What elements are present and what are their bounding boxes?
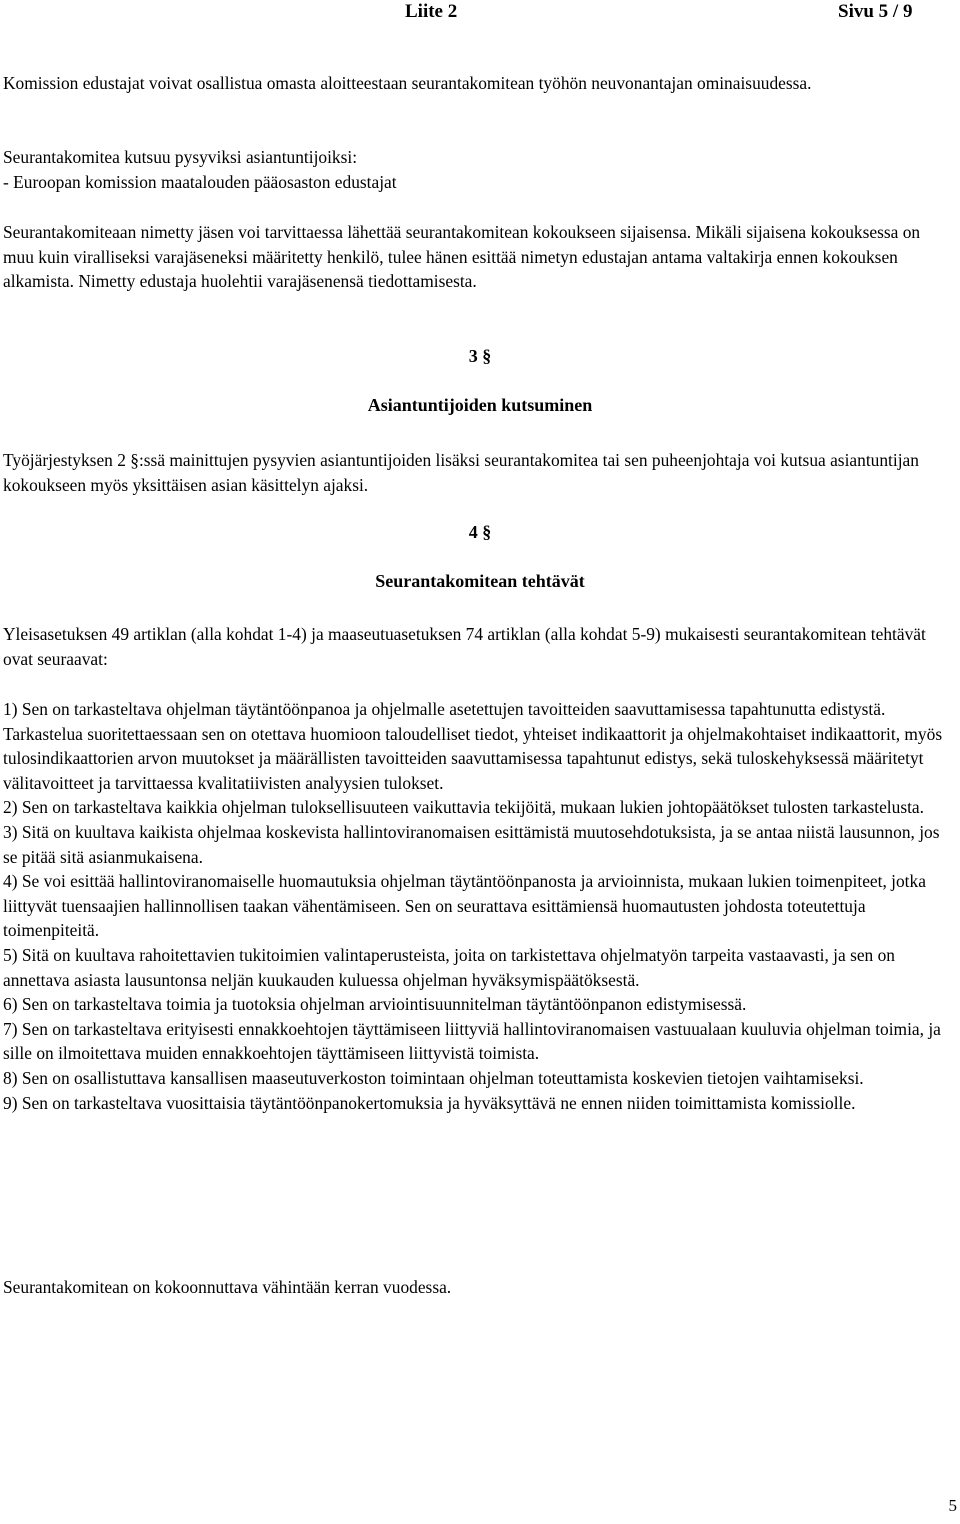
intro-paragraph-3 (3, 220, 953, 294)
paragraph-text: Komission edustajat voivat osallistua omasta aloitteestaan seurantakomitean työhön neuvonantajan ominaisuudessa. (3, 73, 812, 93)
intro-paragraph-1 (3, 71, 953, 96)
appendix-label: Liite 2 (405, 1, 458, 22)
section-4-title: Seurantakomitean tehtävät (375, 571, 585, 591)
section-4-intro (3, 622, 953, 671)
section-4-list (3, 697, 953, 1115)
list-item: 3) Sitä on kuultava kaikista ohjelmaa koskevista hallintoviranomaisen esittämistä muutosehdotuksista, ja se antaa niistä lausunnon, jos se pitää sitä asianmukaisena. (3, 821, 940, 867)
list-item: 2) Sen on tarkasteltava kaikkia ohjelman tuloksellisuuteen vaikuttavia tekijöitä, mukaan lukien johtopäätökset tulosten tarkastelusta. (3, 797, 924, 818)
page-header (0, 0, 960, 30)
page-indicator: Sivu 5 / 9 (838, 1, 913, 22)
list-item: 9) Sen on tarkasteltava vuosittaisia täytäntöönpanokertomuksia ja hyväksyttävä ne ennen niiden toimittamista komissiolle. (3, 1092, 856, 1113)
paragraph-text: Seurantakomiteaan nimetty jäsen voi tarvittaessa lähettää seurantakomitean kokoukseen sijaisensa. Mikäli sijaisena kokouksessa on muu kuin viralliseksi varajäseneksi määritetty henkilö, tulee hänen esittää nimetyn edustajan antama valtakirja ennen kokouksen alkamista. Nimetty edustaja huolehtii varajäsenensä tiedottamisesta. (3, 222, 921, 292)
list-item: 7) Sen on tarkasteltava erityisesti ennakkoehtojen täyttämiseen liittyviä hallintoviranomaisen vastuualaan kuuluvia ohjelman toimia, ja sille on ilmoitettava muiden ennakkoehtojen täyttämiseen liittyvistä toimista. (3, 1018, 941, 1064)
section-3-title: Asiantuntijoiden kutsuminen (367, 395, 593, 415)
paragraph-line: - Euroopan komission maatalouden pääosaston edustajat (3, 171, 397, 192)
list-item: 4) Se voi esittää hallintoviranomaiselle huomautuksia ohjelman täytäntöönpanosta ja arvioinnista, mukaan lukien toimenpiteet, jotka liittyvät tuensaajien hallinnollisen taakan vähentämiseen. Sen on seurattava esittämiensä huomautusten johdosta toteutettuja toimenpiteitä. (3, 871, 926, 941)
paragraph-line: Seurantakomitea kutsuu pysyviksi asiantuntijoiksi: (3, 147, 358, 167)
section-4-closing (3, 1275, 953, 1300)
intro-paragraph-2 (3, 145, 953, 194)
list-item: 6) Sen on tarkasteltava toimia ja tuotoksia ohjelman arviointisuunnitelman täytäntöönpanon edistymisessä. (3, 994, 747, 1015)
section-3-number: 3 § (468, 346, 492, 366)
list-item: 5) Sitä on kuultava rahoitettavien tukitoimien valintaperusteista, joita on tarkistettava ohjelmatyön tarpeita vastaavasti, ja sen on annettava asiasta lausuntonsa neljän kuukauden kuluessa ohjelman hyväksymispäätöksestä. (3, 944, 895, 990)
page-number: 5 (948, 1496, 957, 1515)
list-item: 1) Sen on tarkasteltava ohjelman täytäntöönpanoa ja ohjelmalle asetettujen tavoitteiden saavuttamisessa tapahtunutta edistystä. Tarkastelua suoritettaessaan sen on otettava huomioon taloudelliset tiedot, yhteiset indikaattorit ja ohjelmakohtaiset indikaattorit, myös tulosindikaattorien arvon muutokset ja määrällisten tavoitteiden saavuttamisessa tapahtunut edistys, sekä tuloskehyksessä määritetyt välitavoitteet ja tarvittaessa kvalitatiivisten analyysien tulokset. (3, 699, 943, 793)
paragraph-text: Työjärjestyksen 2 §:ssä mainittujen pysyvien asiantuntijoiden lisäksi seurantakomitea tai sen puheenjohtaja voi kutsua asiantuntijan kokoukseen myös yksittäisen asian käsittelyn ajaksi. (3, 450, 919, 495)
list-item: 8) Sen on osallistuttava kansallisen maaseutuverkoston toimintaan ohjelman toteuttamista koskevien tietojen vaihtamiseksi. (3, 1067, 864, 1088)
section-4-number: 4 § (468, 522, 492, 542)
paragraph-text: Seurantakomitean on kokoonnuttava vähintään kerran vuodessa. (3, 1277, 452, 1297)
paragraph-text: Yleisasetuksen 49 artiklan (alla kohdat 1-4) ja maaseutuasetuksen 74 artiklan (alla kohdat 5-9) mukaisesti seurantakomitean tehtävät ovat seuraavat: (3, 624, 926, 669)
section-3-text (3, 448, 953, 497)
